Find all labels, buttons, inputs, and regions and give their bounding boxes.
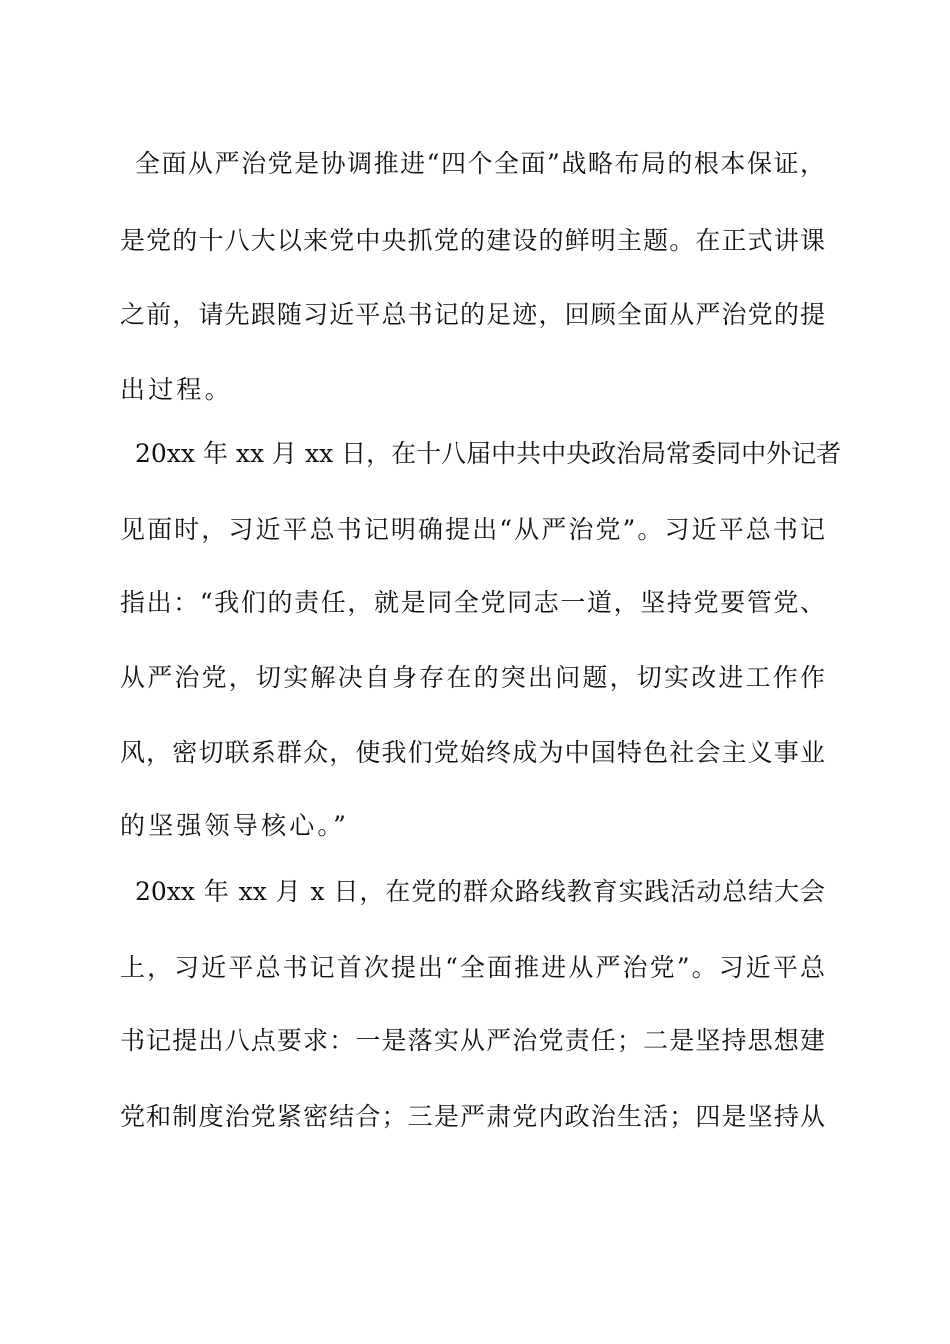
text-line: 之前，请先跟随习近平总书记的足迹，回顾全面从严治党的提: [120, 300, 825, 329]
text-line: 出过程。: [120, 375, 233, 404]
text-line: 20xx 年 xx 月 xx 日，在十八届中共中央政治局常委同中外记者: [135, 439, 842, 468]
text-line: 是党的十八大以来党中央抓党的建设的鲜明主题。在正式讲课: [120, 226, 825, 255]
text-line: 指出：“我们的责任，就是同全党同志一道，坚持党要管党、: [120, 588, 825, 617]
text-line: 党和制度治党紧密结合；三是严肃党内政治生活；四是坚持从: [120, 1102, 825, 1131]
text-line: 20xx 年 xx 月 x 日，在党的群众路线教育实践活动总结大会: [135, 877, 825, 906]
text-line: 全面从严治党是协调推进“四个全面”战略布局的根本保证，: [135, 149, 825, 178]
text-line: 的坚强领导核心。”: [120, 811, 350, 840]
text-line: 书记提出八点要求：一是落实从严治党责任；二是坚持思想建: [120, 1026, 825, 1055]
text-line: 从严治党，切实解决自身存在的突出问题，切实改进工作作: [120, 663, 825, 692]
text-line: 见面时，习近平总书记明确提出“从严治党”。习近平总书记: [120, 515, 825, 544]
text-line: 上，习近平总书记首次提出“全面推进从严治党”。习近平总: [120, 953, 825, 982]
text-line: 风，密切联系群众，使我们党始终成为中国特色社会主义事业: [120, 738, 825, 767]
